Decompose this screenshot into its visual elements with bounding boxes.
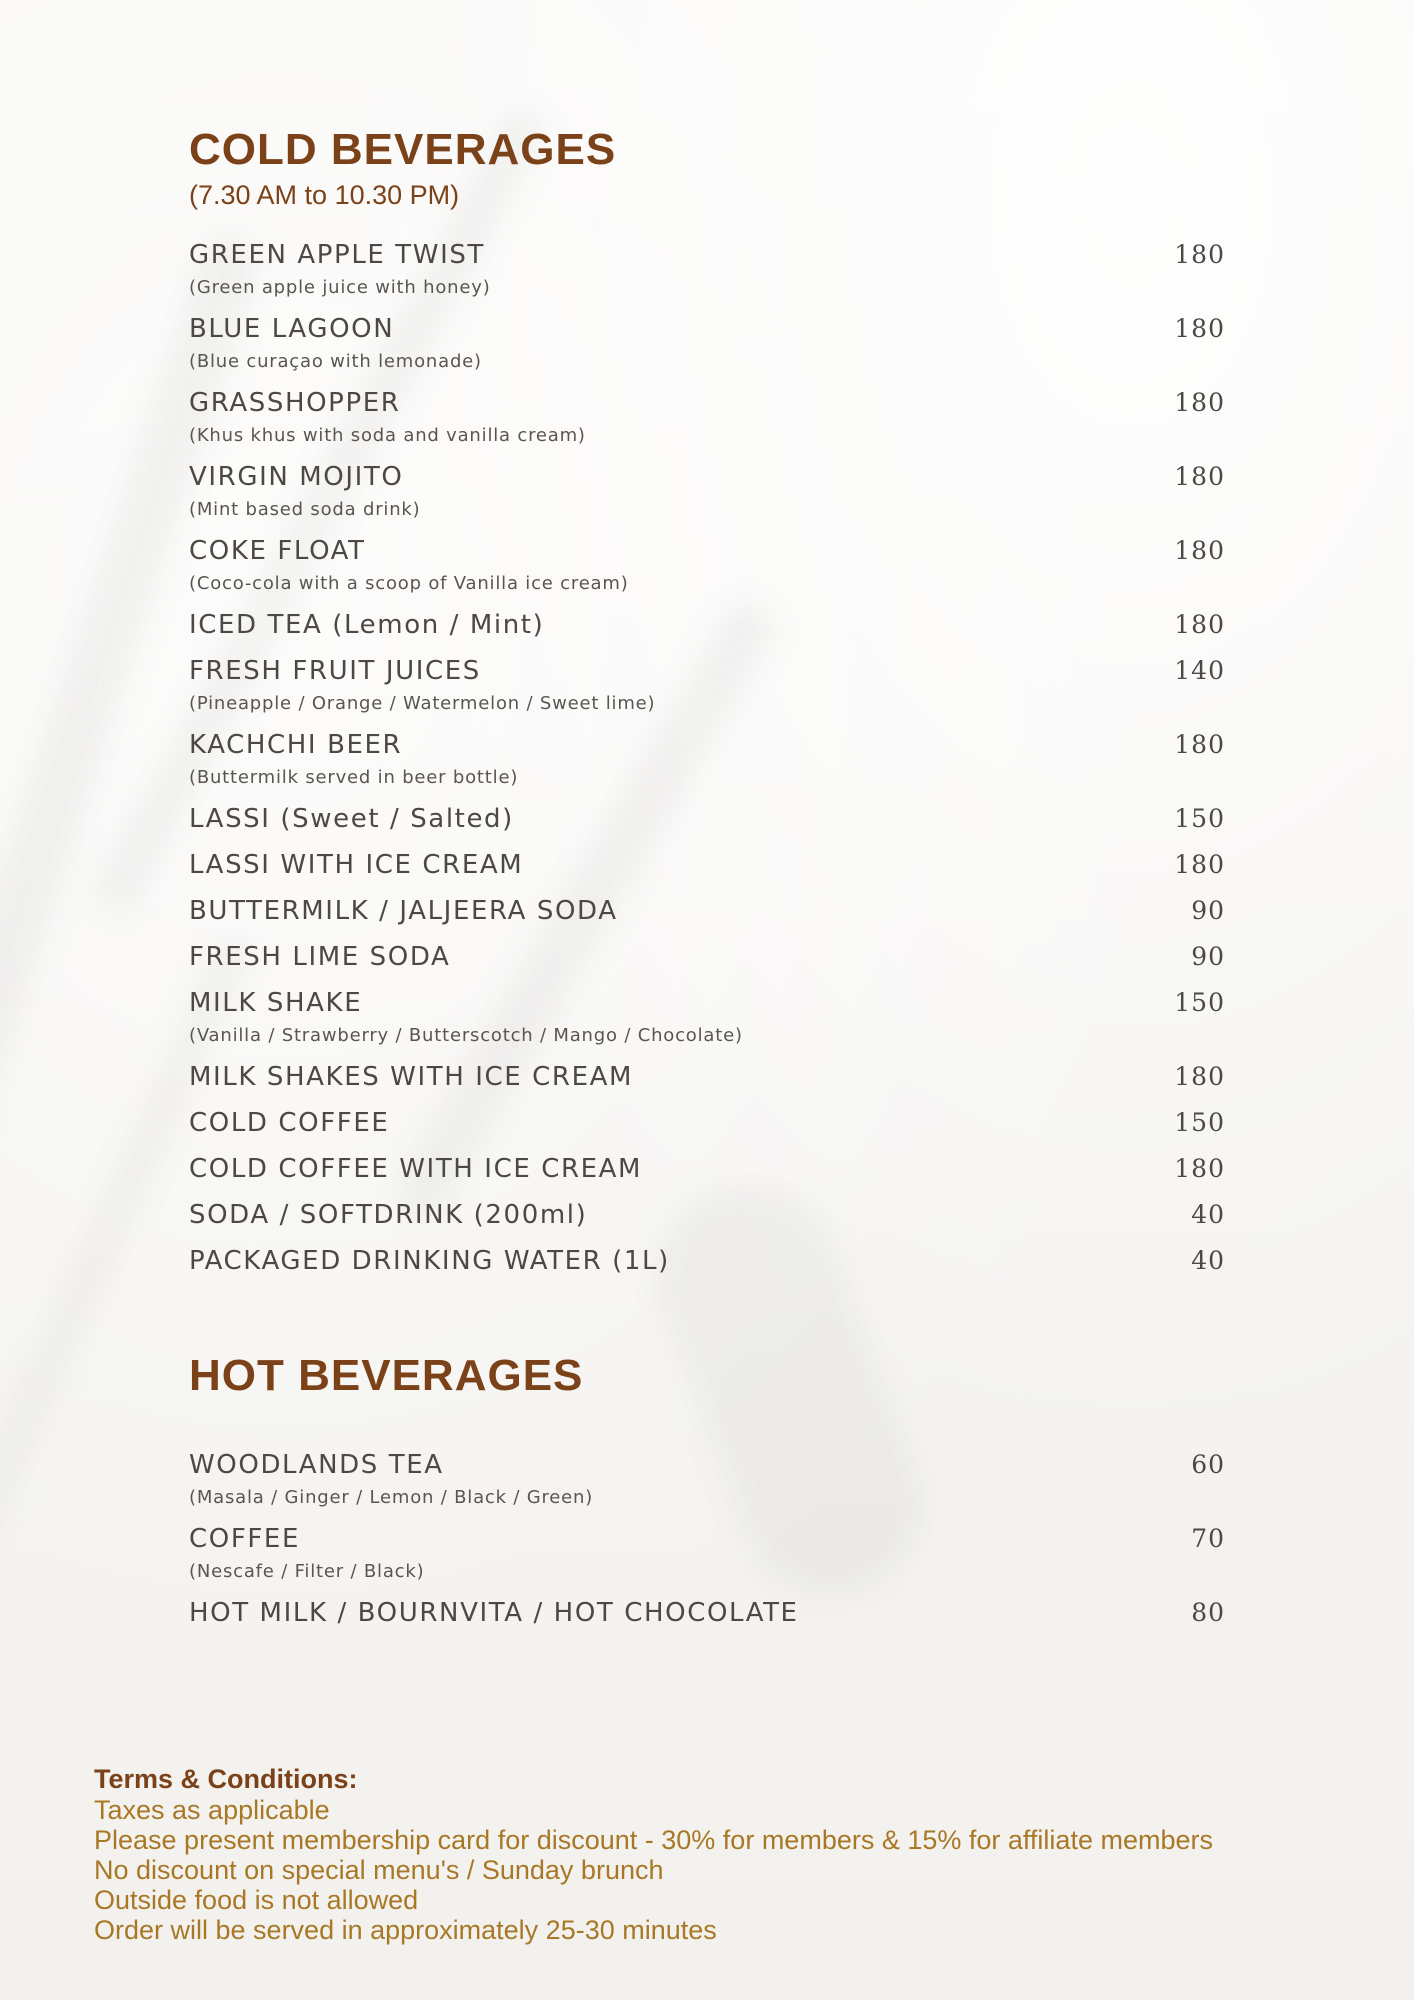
- menu-item-price: 180: [1174, 462, 1225, 491]
- menu-item-name: GREEN APPLE TWIST: [189, 240, 485, 270]
- menu-item: [189, 1058, 1225, 1096]
- menu-item-name: BUTTERMILK / JALJEERA SODA: [189, 896, 618, 926]
- menu-item: [189, 1242, 1225, 1280]
- menu-item-name: COFFEE: [189, 1524, 300, 1554]
- menu-item-row: [189, 652, 1225, 690]
- menu-item: [189, 984, 1225, 1050]
- menu-item-price: 90: [1191, 896, 1225, 925]
- menu-item-name: FRESH FRUIT JUICES: [189, 656, 481, 686]
- menu-item-price: 60: [1191, 1450, 1225, 1479]
- menu-item: [189, 1446, 1225, 1512]
- menu-item-name: HOT MILK / BOURNVITA / HOT CHOCOLATE: [189, 1598, 799, 1628]
- menu-item-price: 180: [1174, 1062, 1225, 1091]
- menu-item-row: [189, 984, 1225, 1022]
- menu-item-description: (Vanilla / Strawberry / Butterscotch / Mango / Chocolate): [189, 1025, 743, 1046]
- hot-beverages-list: [189, 1446, 1225, 1632]
- menu-item: [189, 846, 1225, 884]
- menu-item: [189, 1520, 1225, 1586]
- menu-item-name: COKE FLOAT: [189, 536, 366, 566]
- menu-item-row: [189, 1058, 1225, 1096]
- menu-item-price: 80: [1191, 1598, 1225, 1627]
- menu-item-description: (Green apple juice with honey): [189, 277, 491, 298]
- menu-item-description: (Mint based soda drink): [189, 499, 421, 520]
- menu-item-price: 70: [1191, 1524, 1225, 1553]
- menu-item-row: [189, 310, 1225, 348]
- terms-line: No discount on special menu's / Sunday brunch: [94, 1855, 664, 1885]
- menu-item-description: (Pineapple / Orange / Watermelon / Sweet lime): [189, 693, 656, 714]
- menu-item: [189, 1594, 1225, 1632]
- menu-item-row: [189, 606, 1225, 644]
- menu-item-price: 150: [1174, 1108, 1225, 1137]
- menu-item-row: [189, 726, 1225, 764]
- menu-item-price: 180: [1174, 388, 1225, 417]
- menu-item-row: [189, 1104, 1225, 1142]
- menu-item-row: [189, 800, 1225, 838]
- menu-item: [189, 726, 1225, 792]
- menu-item: [189, 606, 1225, 644]
- cold-beverages-title: COLD BEVERAGES: [189, 125, 617, 174]
- menu-item-price: 180: [1174, 1154, 1225, 1183]
- menu-item-price: 90: [1191, 942, 1225, 971]
- menu-item-price: 40: [1191, 1200, 1225, 1229]
- menu-item: [189, 1196, 1225, 1234]
- menu-item-description: (Blue curaçao with lemonade): [189, 351, 482, 372]
- menu-item-price: 150: [1174, 988, 1225, 1017]
- menu-item-price: 180: [1174, 610, 1225, 639]
- terms-line: Taxes as applicable: [94, 1795, 330, 1825]
- menu-item: [189, 800, 1225, 838]
- menu-item-description: (Masala / Ginger / Lemon / Black / Green): [189, 1487, 594, 1508]
- terms-line: Outside food is not allowed: [94, 1885, 419, 1915]
- menu-item: [189, 1104, 1225, 1142]
- menu-item: [189, 652, 1225, 718]
- menu-item-name: COLD COFFEE: [189, 1108, 390, 1138]
- menu-item-name: COLD COFFEE WITH ICE CREAM: [189, 1154, 643, 1184]
- menu-item-price: 150: [1174, 804, 1225, 833]
- menu-item-name: FRESH LIME SODA: [189, 942, 451, 972]
- menu-item-row: [189, 384, 1225, 422]
- menu-content: [189, 124, 1225, 1640]
- menu-item-description: (Khus khus with soda and vanilla cream): [189, 425, 586, 446]
- menu-item-row: [189, 1446, 1225, 1484]
- menu-item-description: (Buttermilk served in beer bottle): [189, 767, 519, 788]
- menu-item-row: [189, 1520, 1225, 1558]
- terms-line: Please present membership card for discount - 30% for members & 15% for affiliate members: [94, 1825, 1213, 1855]
- menu-item-description: (Nescafe / Filter / Black): [189, 1561, 425, 1582]
- menu-item-name: WOODLANDS TEA: [189, 1450, 444, 1480]
- menu-item-row: [189, 532, 1225, 570]
- menu-item-price: 40: [1191, 1246, 1225, 1275]
- hot-beverages-title: HOT BEVERAGES: [189, 1351, 584, 1400]
- menu-item: [189, 938, 1225, 976]
- menu-item: [189, 236, 1225, 302]
- menu-item-name: SODA / SOFTDRINK (200ml): [189, 1200, 588, 1230]
- menu-item-name: KACHCHI BEER: [189, 730, 403, 760]
- menu-item-row: [189, 892, 1225, 930]
- menu-item-row: [189, 236, 1225, 274]
- cold-beverages-list: [189, 236, 1225, 1280]
- menu-item: [189, 458, 1225, 524]
- menu-item-name: PACKAGED DRINKING WATER (1L): [189, 1246, 670, 1276]
- menu-item-price: 180: [1174, 536, 1225, 565]
- menu-item-row: [189, 846, 1225, 884]
- menu-item-name: BLUE LAGOON: [189, 314, 395, 344]
- menu-item-name: MILK SHAKES WITH ICE CREAM: [189, 1062, 634, 1092]
- terms-list: [94, 1795, 1394, 1945]
- menu-item-price: 180: [1174, 730, 1225, 759]
- terms-line: Order will be served in approximately 25-30 minutes: [94, 1915, 717, 1945]
- menu-item-name: LASSI (Sweet / Salted): [189, 804, 514, 834]
- menu-item-row: [189, 1594, 1225, 1632]
- menu-item-row: [189, 1150, 1225, 1188]
- menu-item-description: (Coco-cola with a scoop of Vanilla ice cream): [189, 573, 629, 594]
- menu-item-row: [189, 938, 1225, 976]
- menu-item-name: GRASSHOPPER: [189, 388, 401, 418]
- menu-item-row: [189, 1242, 1225, 1280]
- menu-item-price: 140: [1174, 656, 1225, 685]
- menu-item-name: ICED TEA (Lemon / Mint): [189, 610, 545, 640]
- menu-item-price: 180: [1174, 850, 1225, 879]
- menu-item-row: [189, 1196, 1225, 1234]
- menu-item-name: MILK SHAKE: [189, 988, 363, 1018]
- terms-section: [94, 1764, 1394, 1945]
- menu-item: [189, 532, 1225, 598]
- menu-item-name: LASSI WITH ICE CREAM: [189, 850, 524, 880]
- terms-title: Terms & Conditions:: [94, 1764, 358, 1794]
- menu-item: [189, 1150, 1225, 1188]
- menu-item-name: VIRGIN MOJITO: [189, 462, 404, 492]
- menu-item: [189, 310, 1225, 376]
- menu-item-price: 180: [1174, 240, 1225, 269]
- menu-item: [189, 384, 1225, 450]
- menu-item-price: 180: [1174, 314, 1225, 343]
- menu-item-row: [189, 458, 1225, 496]
- menu-item: [189, 892, 1225, 930]
- cold-beverages-hours: (7.30 AM to 10.30 PM): [189, 180, 460, 210]
